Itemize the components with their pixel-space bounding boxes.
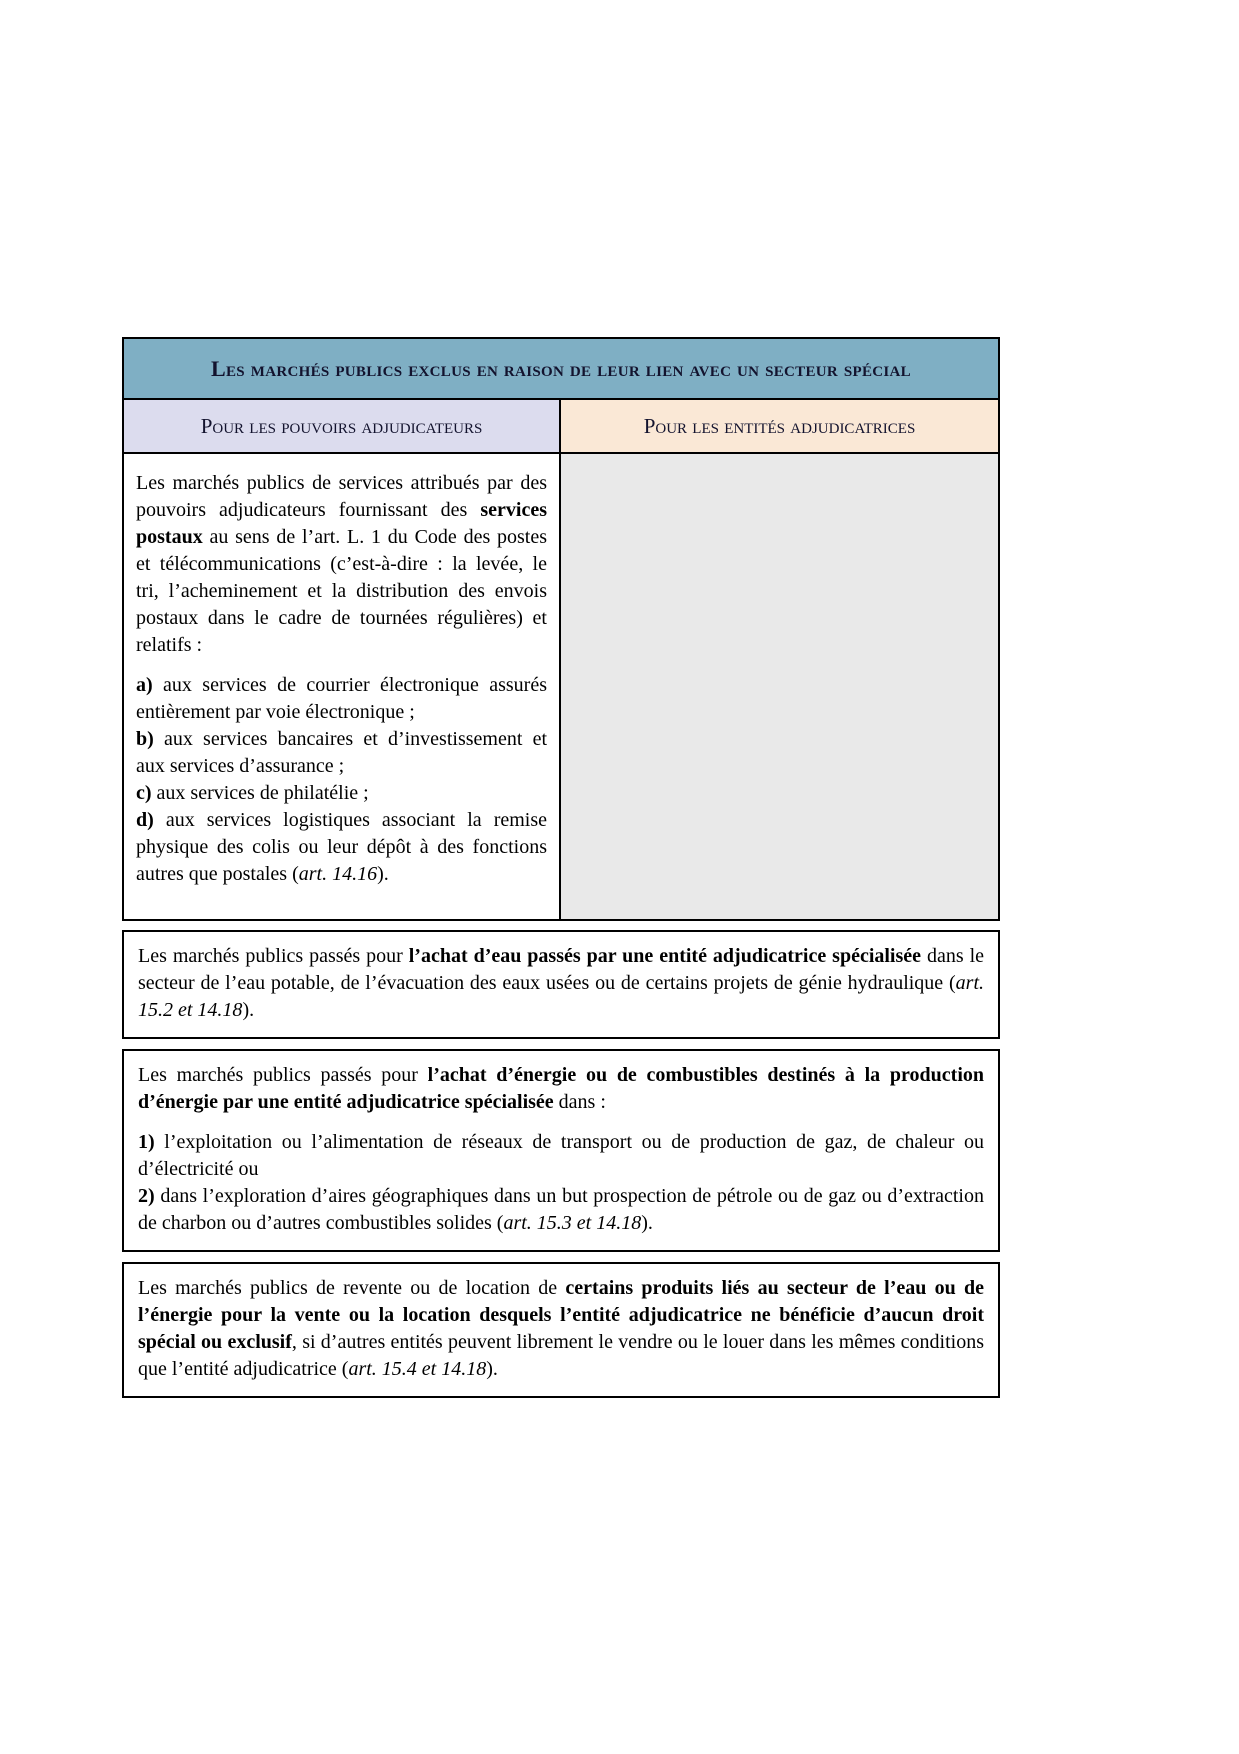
text-segment: ). — [242, 999, 255, 1021]
paragraph — [138, 1129, 984, 1183]
text-segment: d) — [136, 809, 154, 831]
paragraph — [138, 1062, 984, 1116]
paragraph — [138, 1275, 984, 1383]
row-revente-location — [122, 1262, 1000, 1398]
paragraph — [136, 470, 547, 659]
text-segment: art. 15.2 et 14.18 — [138, 972, 984, 1021]
column-header-pouvoirs-adjudicateurs: Pour les pouvoirs adjudicateurs — [124, 400, 561, 452]
text-segment: aux services de courrier électronique assurés entièrement par voie électronique ; — [136, 674, 547, 723]
text-segment: Les marchés publics de revente ou de location de — [138, 1277, 566, 1299]
text-segment: a) — [136, 674, 153, 696]
text-segment: art. 14.16 — [298, 863, 378, 885]
text-segment: ). — [377, 863, 389, 885]
text-segment: dans le secteur de l’eau potable, de l’évacuation des eaux usées ou de certains projets de génie hydraulique ( — [138, 945, 985, 994]
paragraph — [136, 780, 547, 807]
text-segment: Les marchés publics passés pour — [138, 1064, 428, 1086]
text-segment: 1) — [138, 1131, 155, 1153]
text-segment: ). — [641, 1212, 653, 1234]
table-title: Les marchés publics exclus en raison de leur lien avec un secteur spécial — [124, 339, 998, 400]
text-segment: Les marchés publics de services attribués par des pouvoirs adjudicateurs fournissant des — [136, 472, 547, 521]
text-segment: art. 15.4 et 14.18 — [348, 1358, 487, 1380]
text-segment: b) — [136, 728, 154, 750]
table-main-box — [122, 337, 1000, 921]
column-header-entites-adjudicatrices: Pour les entités adjudicatrices — [561, 400, 998, 452]
text-segment: au sens de l’art. L. 1 du Code des postes et télécommunications (c’est-à-dire : la levée, le tri, l’acheminement et la distribution des envois postaux dans le cadre de tournées régulières) et relatifs : — [136, 526, 547, 656]
text-segment: dans l’exploration d’aires géographiques dans un but prospection de pétrole ou de gaz ou d’extraction de charbon ou d’autres combustibles solides ( — [138, 1185, 984, 1234]
column-header-row — [124, 400, 998, 454]
row-achat-energie — [122, 1049, 1000, 1252]
text-segment: ). — [486, 1358, 498, 1380]
text-segment: aux services de philatélie ; — [151, 782, 369, 804]
text-segment: aux services bancaires et d’investissement et aux services d’assurance ; — [136, 728, 547, 777]
paragraph — [136, 672, 547, 726]
cell-entites-empty — [561, 454, 998, 919]
text-segment: art. 15.3 et 14.18 — [503, 1212, 642, 1234]
exclusions-table — [122, 337, 1000, 1408]
text-segment: c) — [136, 782, 152, 804]
text-segment: 2) — [138, 1185, 155, 1207]
paragraph — [138, 1183, 984, 1237]
text-segment: l’exploitation ou l’alimentation de réseaux de transport ou de production de gaz, de chaleur ou d’électricité ou — [138, 1131, 984, 1180]
cell-postal-services-text — [124, 454, 561, 919]
text-segment: certains produits liés au secteur de l’eau ou de l’énergie pour la vente ou la location desquels l’entité adjudicatrice ne bénéficie d’aucun droit spécial ou exclusif — [138, 1277, 984, 1353]
row-achat-eau — [122, 930, 1000, 1039]
text-segment: aux services logistiques associant la remise physique des colis ou leur dépôt à des fonctions autres que postales ( — [136, 809, 547, 885]
paragraph — [136, 807, 547, 888]
text-segment: dans : — [553, 1091, 606, 1113]
text-segment: l’achat d’eau passés par une entité adjudicatrice spécialisée — [408, 945, 922, 967]
paragraph — [138, 943, 984, 1024]
text-segment: l’achat d’énergie ou de combustibles destinés à la production d’énergie par une entité adjudicatrice spécialisée — [138, 1064, 984, 1113]
paragraph — [136, 726, 547, 780]
text-segment: services postaux — [136, 499, 547, 548]
text-segment: , si d’autres entités peuvent librement le vendre ou le louer dans les mêmes conditions que l’entité adjudicatrice ( — [138, 1331, 984, 1380]
postal-services-row — [124, 454, 998, 919]
text-segment: Les marchés publics passés pour — [138, 945, 409, 967]
